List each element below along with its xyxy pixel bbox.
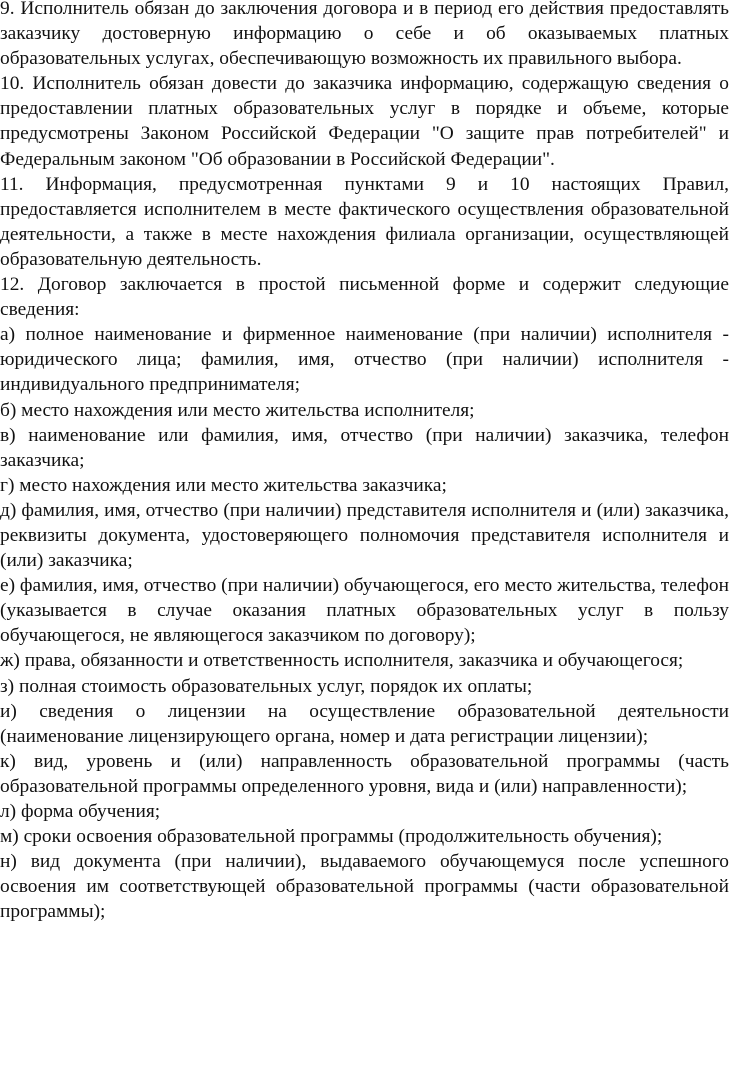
list-item-b: б) место нахождения или место жительства исполнителя;	[0, 399, 475, 421]
list-item-n: н) вид документа (при наличии), выдаваемого обучающемуся после успешного освоения им соответствующей образовательной программы (части образовательной программы);	[0, 851, 729, 923]
paragraph-10: 10. Исполнитель обязан довести до заказчика информацию, содержащую сведения о предоставлении платных образовательных услуг в порядке и объеме, которые предусмотрены Законом Российской Федерации "О защите прав потребителей" и Федеральным законом "Об образовании в Российской Федерации".	[0, 73, 729, 170]
list-item-k: к) вид, уровень и (или) направленность образовательной программы (часть образовательной программы определенного уровня, вида и (или) направленности);	[0, 750, 729, 797]
list-item-m: м) сроки освоения образовательной программы (продолжительность обучения);	[0, 826, 663, 848]
list-item-a: а) полное наименование и фирменное наименование (при наличии) исполнителя - юридического лица; фамилия, имя, отчество (при наличии) исполнителя - индивидуального предпринимателя;	[0, 324, 729, 396]
list-item-z: з) полная стоимость образовательных услуг, порядок их оплаты;	[0, 675, 533, 697]
paragraph-11: 11. Информация, предусмотренная пунктами 9 и 10 настоящих Правил, предоставляется исполнителем в месте фактического осуществления образовательной деятельности, а также в месте нахождения филиала организации, осуществляющей образовательную деятельность.	[0, 173, 729, 270]
list-item-i: и) сведения о лицензии на осуществление образовательной деятельности (наименование лицензирующего органа, номер и дата регистрации лицензии);	[0, 700, 729, 747]
list-item-zh: ж) права, обязанности и ответственность исполнителя, заказчика и обучающегося;	[0, 650, 684, 672]
list-item-g: г) место нахождения или место жительства заказчика;	[0, 474, 447, 496]
paragraph-12: 12. Договор заключается в простой письменной форме и содержит следующие сведения:	[0, 274, 729, 321]
list-item-e: е) фамилия, имя, отчество (при наличии) обучающегося, его место жительства, телефон (указывается в случае оказания платных образовательных услуг в пользу обучающегося, не являющегося заказчиком по договору);	[0, 575, 729, 647]
paragraph-9: 9. Исполнитель обязан до заключения договора и в период его действия предоставлять заказчику достоверную информацию о себе и об оказываемых платных образовательных услугах, обеспечивающую возможность их правильного выбора.	[0, 0, 729, 70]
list-item-d: д) фамилия, имя, отчество (при наличии) представителя исполнителя и (или) заказчика, реквизиты документа, удостоверяющего полномочия представителя исполнителя и (или) заказчика;	[0, 499, 729, 572]
list-item-v: в) наименование или фамилия, имя, отчество (при наличии) заказчика, телефон заказчика;	[0, 424, 729, 471]
list-item-l: л) форма обучения;	[0, 801, 161, 822]
